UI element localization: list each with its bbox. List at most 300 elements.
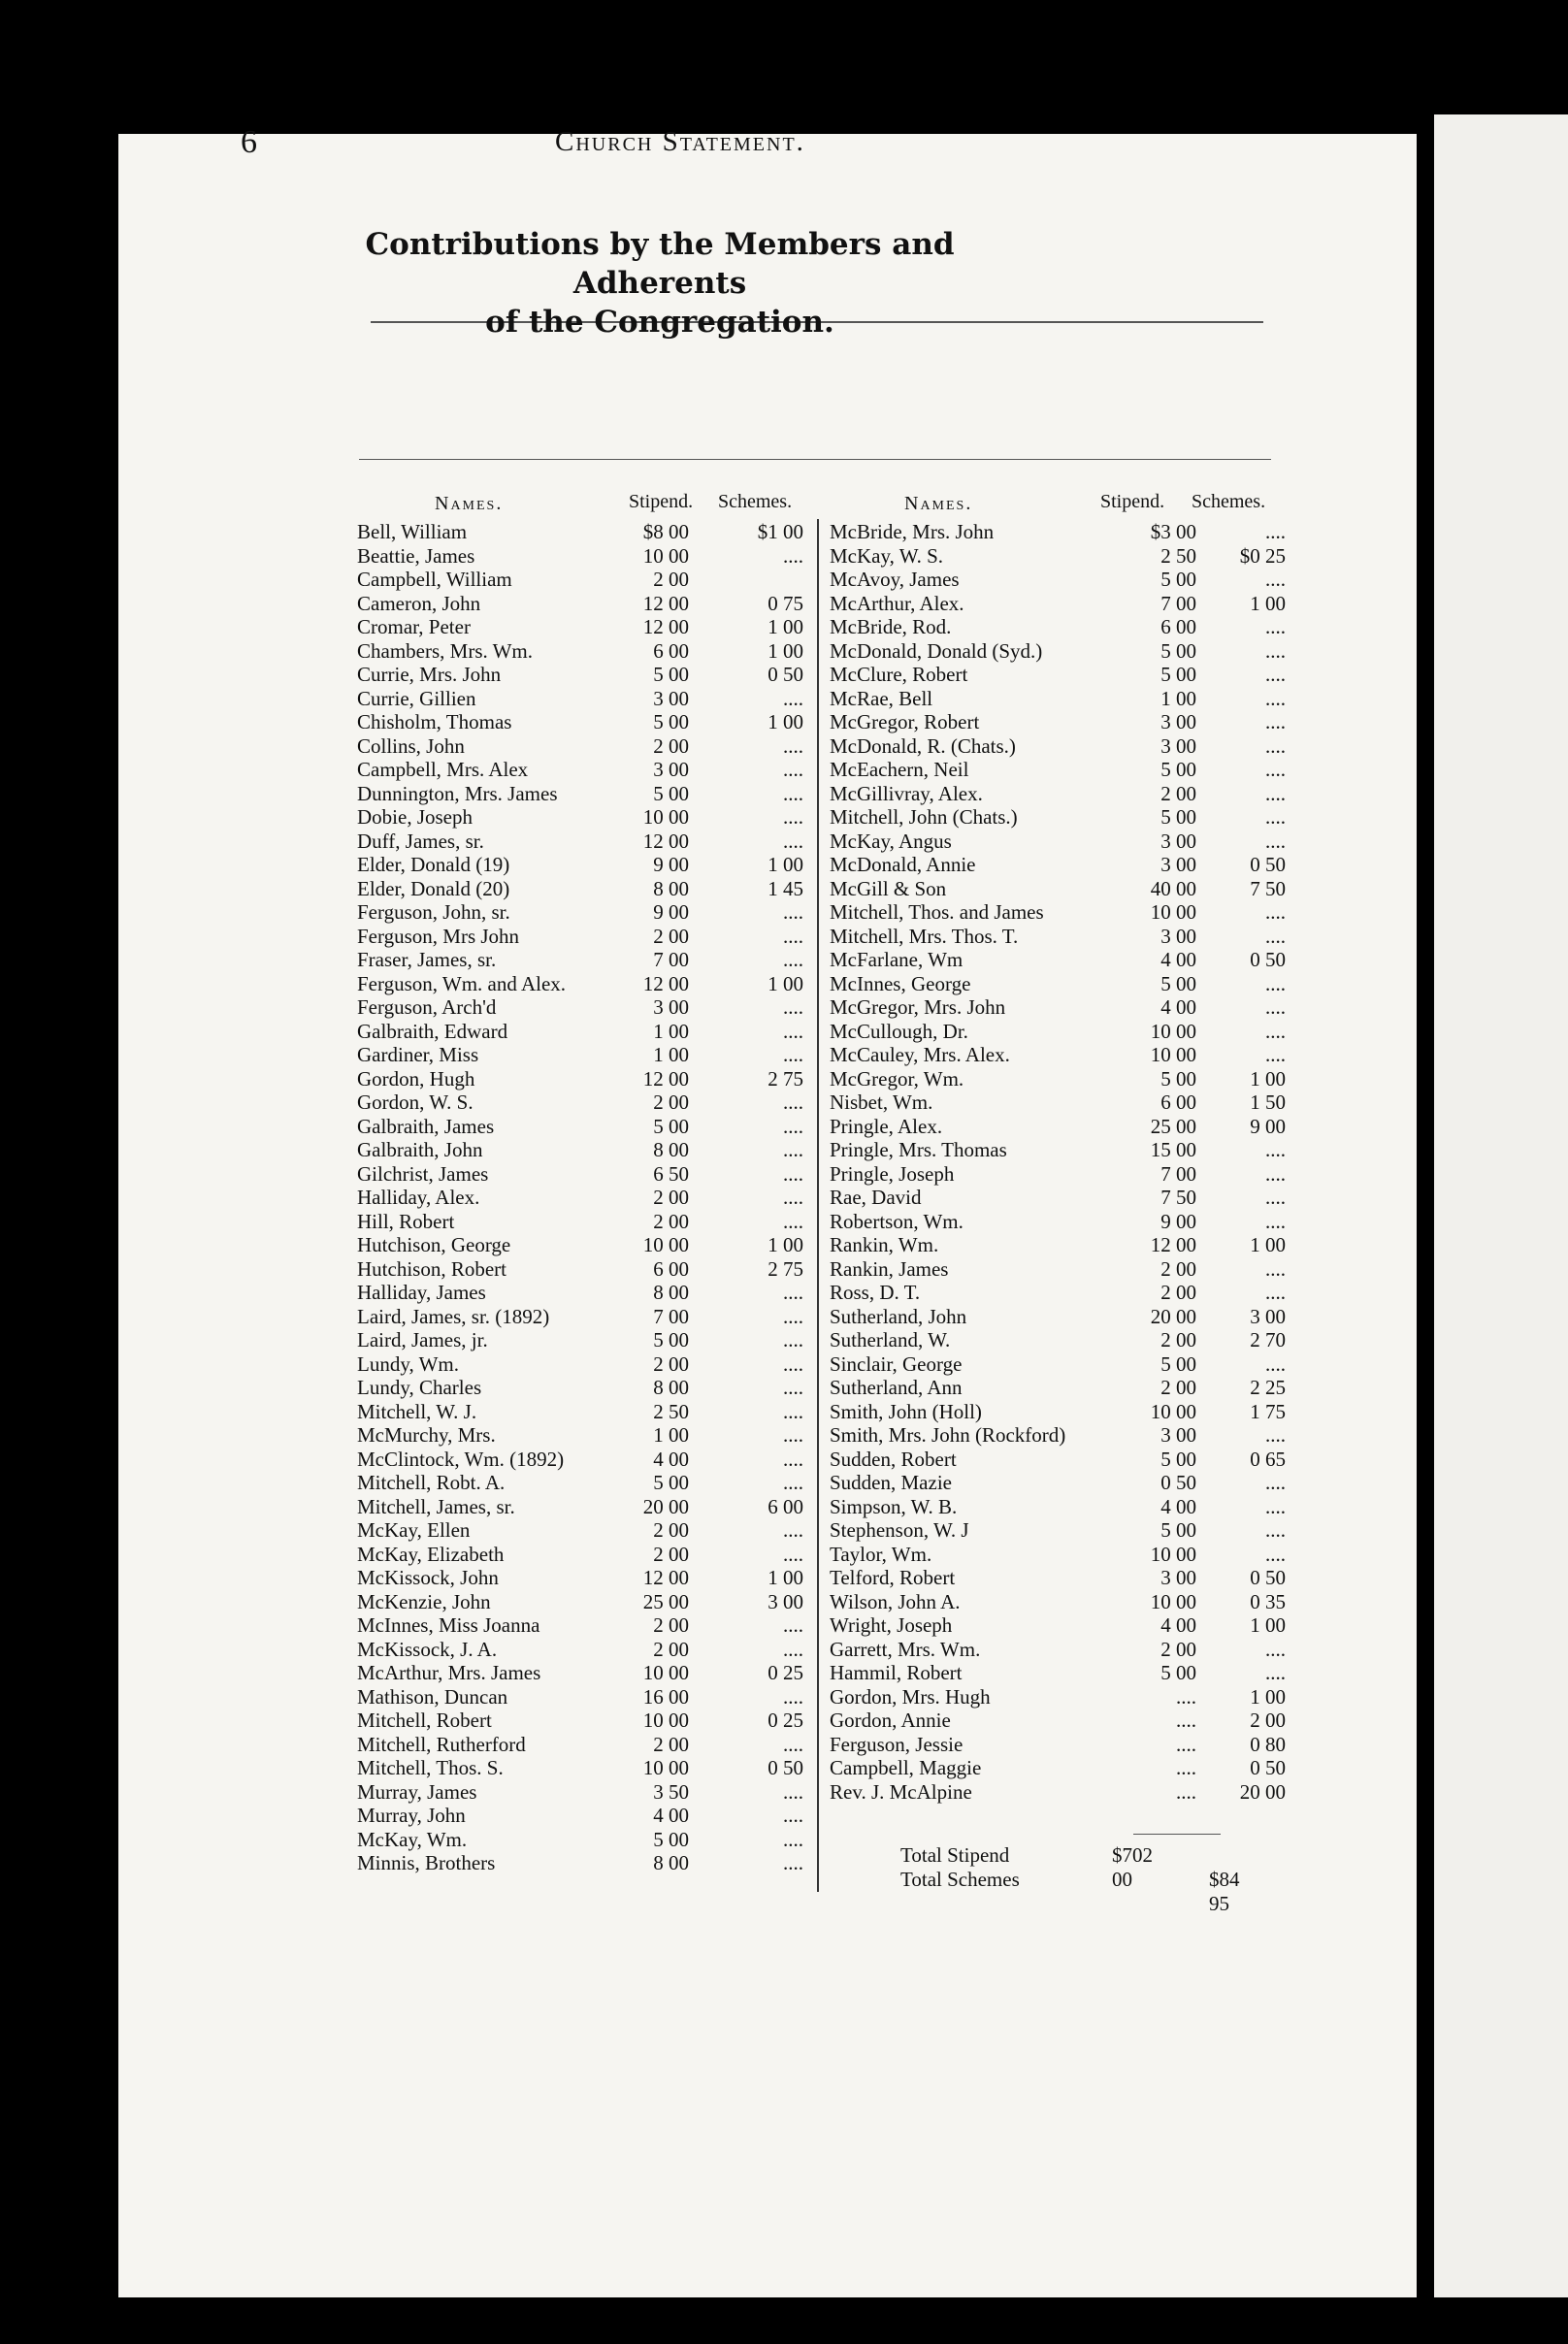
stipend-amount: 8 00 bbox=[653, 876, 689, 900]
contributor-name: Campbell, Mrs. Alex bbox=[357, 758, 529, 781]
stipend-amount: $8 00 bbox=[642, 520, 689, 543]
contribution-row bbox=[357, 1210, 803, 1234]
schemes-amount: .... bbox=[1265, 1043, 1286, 1066]
schemes-amount: .... bbox=[783, 1138, 803, 1161]
stipend-amount: 10 00 bbox=[1150, 1043, 1196, 1066]
schemes-amount: 9 00 bbox=[1250, 1114, 1286, 1138]
contribution-row bbox=[357, 1115, 803, 1139]
stipend-amount: 5 00 bbox=[1160, 663, 1196, 686]
running-title: Church Statement. bbox=[555, 126, 805, 157]
stipend-amount: 10 00 bbox=[642, 1709, 689, 1732]
contribution-row bbox=[357, 1543, 803, 1567]
schemes-amount: 1 00 bbox=[1250, 1233, 1286, 1256]
contributor-name: Mathison, Duncan bbox=[357, 1684, 508, 1709]
stipend-amount: 3 00 bbox=[1160, 710, 1196, 733]
contributor-name: McGillivray, Alex. bbox=[830, 781, 983, 805]
stipend-amount: 10 00 bbox=[1150, 1019, 1196, 1043]
stipend-amount: 5 00 bbox=[653, 663, 689, 686]
schemes-amount: 0 50 bbox=[768, 1756, 803, 1779]
contribution-row bbox=[830, 1471, 1286, 1495]
schemes-amount: 1 00 bbox=[768, 638, 803, 663]
schemes-amount: .... bbox=[783, 733, 803, 758]
stipend-amount: 3 00 bbox=[1160, 1423, 1196, 1447]
contributor-name: Ferguson, Jessie bbox=[830, 1732, 964, 1756]
schemes-amount: 0 50 bbox=[1250, 1756, 1286, 1779]
schemes-amount: 20 00 bbox=[1239, 1779, 1286, 1804]
contribution-row bbox=[357, 1566, 803, 1590]
contributor-name: Beattie, James bbox=[357, 543, 475, 568]
contribution-row bbox=[830, 1162, 1286, 1187]
contribution-row bbox=[357, 1376, 803, 1400]
stipend-amount: 16 00 bbox=[642, 1684, 689, 1709]
totals-block bbox=[900, 1843, 1240, 1915]
schemes-amount: 1 00 bbox=[768, 1566, 803, 1589]
schemes-amount: .... bbox=[1265, 686, 1286, 710]
contribution-row bbox=[830, 687, 1286, 711]
contribution-row bbox=[357, 734, 803, 759]
stipend-amount: 3 00 bbox=[1160, 924, 1196, 948]
stipend-amount: 12 00 bbox=[642, 1566, 689, 1589]
stipend-amount: 4 00 bbox=[1160, 1613, 1196, 1637]
contributor-name: McKissock, John bbox=[357, 1566, 499, 1589]
schemes-amount: .... bbox=[783, 1161, 803, 1186]
contributor-name: Elder, Donald (20) bbox=[357, 876, 510, 900]
contribution-row bbox=[357, 520, 803, 544]
contribution-row bbox=[830, 1257, 1286, 1282]
contributor-name: Telford, Robert bbox=[830, 1566, 956, 1589]
stipend-amount: 3 50 bbox=[653, 1779, 689, 1804]
schemes-amount: .... bbox=[1265, 829, 1286, 853]
schemes-amount: 1 00 bbox=[1250, 1066, 1286, 1091]
total-stipend-value: $702 00 bbox=[1112, 1843, 1153, 1891]
stipend-amount: 7 50 bbox=[1160, 1186, 1196, 1209]
stipend-amount: 2 00 bbox=[653, 733, 689, 758]
stipend-amount: .... bbox=[1176, 1756, 1196, 1779]
contributor-name: Pringle, Joseph bbox=[830, 1161, 955, 1186]
contributor-name: Nisbet, Wm. bbox=[830, 1091, 933, 1114]
contribution-row bbox=[830, 1400, 1286, 1424]
contribution-row bbox=[830, 639, 1286, 664]
schemes-amount: 1 00 bbox=[768, 710, 803, 733]
contributor-name: Mitchell, Robert bbox=[357, 1709, 492, 1732]
contribution-row bbox=[357, 1638, 803, 1662]
contributor-name: Lundy, Charles bbox=[357, 1376, 482, 1399]
stipend-amount: .... bbox=[1176, 1684, 1196, 1709]
stipend-amount: 1 00 bbox=[653, 1423, 689, 1447]
contributor-name: Pringle, Mrs. Thomas bbox=[830, 1138, 1007, 1161]
stipend-amount: 2 00 bbox=[653, 1351, 689, 1376]
contribution-row bbox=[830, 1091, 1286, 1115]
contributor-name: Chambers, Mrs. Wm. bbox=[357, 638, 534, 663]
schemes-amount: .... bbox=[783, 948, 803, 971]
schemes-amount: .... bbox=[1265, 1138, 1286, 1161]
contribution-row bbox=[830, 663, 1286, 687]
contribution-row bbox=[357, 1804, 803, 1828]
schemes-amount: 1 50 bbox=[1250, 1091, 1286, 1114]
contributor-name: McRae, Bell bbox=[830, 686, 933, 710]
contributor-name: Rev. J. McAlpine bbox=[830, 1779, 972, 1804]
stipend-amount: .... bbox=[1176, 1779, 1196, 1804]
stipend-amount: 2 00 bbox=[653, 924, 689, 948]
contributor-name: McCullough, Dr. bbox=[830, 1019, 968, 1043]
contribution-row bbox=[357, 1257, 803, 1282]
schemes-amount: 0 25 bbox=[768, 1709, 803, 1732]
schemes-amount: 0 50 bbox=[1250, 853, 1286, 876]
schemes-amount: .... bbox=[783, 1304, 803, 1328]
contribution-row bbox=[357, 615, 803, 639]
stipend-amount: 5 00 bbox=[1160, 758, 1196, 781]
contributor-name: McKay, Ellen bbox=[357, 1518, 471, 1542]
contribution-row bbox=[357, 877, 803, 901]
stipend-amount: 2 00 bbox=[653, 1637, 689, 1661]
contributor-name: McMurchy, Mrs. bbox=[357, 1423, 496, 1447]
contribution-row bbox=[830, 805, 1286, 830]
stipend-amount: 9 00 bbox=[653, 900, 689, 924]
contributor-name: Hammil, Robert bbox=[830, 1661, 963, 1684]
contribution-row bbox=[830, 1376, 1286, 1400]
contribution-row bbox=[830, 948, 1286, 972]
contributor-name: McInnes, George bbox=[830, 971, 971, 995]
schemes-amount: .... bbox=[1265, 1518, 1286, 1542]
contributor-name: McDonald, R. (Chats.) bbox=[830, 733, 1016, 758]
contribution-row bbox=[830, 1780, 1286, 1805]
contributor-name: McArthur, Alex. bbox=[830, 591, 964, 615]
stipend-amount: 4 00 bbox=[1160, 995, 1196, 1019]
schemes-amount: .... bbox=[1265, 1637, 1286, 1661]
stipend-amount: 2 00 bbox=[653, 1732, 689, 1756]
contributor-name: Sinclair, George bbox=[830, 1351, 963, 1376]
contributor-name: McKay, Wm. bbox=[357, 1827, 468, 1851]
contribution-row bbox=[357, 1780, 803, 1805]
stipend-amount: 9 00 bbox=[1160, 1209, 1196, 1233]
contribution-row bbox=[830, 1566, 1286, 1590]
stipend-amount: 3 00 bbox=[1160, 733, 1196, 758]
contribution-row bbox=[357, 1851, 803, 1875]
contribution-row bbox=[830, 1733, 1286, 1757]
contribution-row bbox=[830, 592, 1286, 616]
schemes-amount: .... bbox=[1265, 1161, 1286, 1186]
contribution-row bbox=[830, 1186, 1286, 1210]
contributor-name: Garrett, Mrs. Wm. bbox=[830, 1637, 981, 1661]
stipend-amount: 2 00 bbox=[653, 1186, 689, 1209]
stipend-amount: 20 00 bbox=[1150, 1304, 1196, 1328]
stipend-amount: 10 00 bbox=[642, 805, 689, 829]
schemes-amount: 0 25 bbox=[768, 1661, 803, 1684]
schemes-amount: .... bbox=[783, 1471, 803, 1494]
stipend-amount: 25 00 bbox=[642, 1589, 689, 1613]
schemes-amount: 0 35 bbox=[1250, 1589, 1286, 1613]
contribution-row bbox=[357, 1138, 803, 1162]
contribution-row bbox=[830, 1685, 1286, 1709]
stipend-amount: 10 00 bbox=[1150, 900, 1196, 924]
contribution-row bbox=[357, 1590, 803, 1614]
stipend-amount: 5 00 bbox=[1160, 805, 1196, 829]
stipend-amount: 7 00 bbox=[653, 948, 689, 971]
contribution-row bbox=[830, 925, 1286, 949]
right-schemes-header: Schemes. bbox=[1192, 491, 1266, 512]
schemes-amount: 1 00 bbox=[1250, 1684, 1286, 1709]
left-stipend-header: Stipend. bbox=[629, 491, 694, 512]
stipend-amount: 6 00 bbox=[653, 1256, 689, 1281]
stipend-amount: 5 00 bbox=[653, 1827, 689, 1851]
schemes-amount: .... bbox=[1265, 1186, 1286, 1209]
stipend-amount: 3 00 bbox=[1160, 853, 1196, 876]
schemes-amount: .... bbox=[783, 543, 803, 568]
schemes-amount: .... bbox=[783, 1423, 803, 1447]
stipend-amount: 5 00 bbox=[653, 781, 689, 805]
contributor-name: Duff, James, sr. bbox=[357, 829, 484, 853]
schemes-amount: .... bbox=[783, 1091, 803, 1114]
stipend-amount: 10 00 bbox=[642, 1233, 689, 1256]
schemes-amount: 1 00 bbox=[1250, 591, 1286, 615]
contributor-name: Currie, Gillien bbox=[357, 686, 476, 710]
stipend-amount: 1 00 bbox=[653, 1019, 689, 1043]
schemes-amount: .... bbox=[1265, 758, 1286, 781]
contribution-row bbox=[830, 1233, 1286, 1257]
contributor-name: Rankin, Wm. bbox=[830, 1233, 939, 1256]
contribution-row bbox=[357, 972, 803, 996]
contributor-name: McArthur, Mrs. James bbox=[357, 1661, 541, 1684]
stipend-amount: 3 00 bbox=[1160, 1566, 1196, 1589]
contributor-name: McGregor, Mrs. John bbox=[830, 995, 1006, 1019]
right-contributions-list bbox=[830, 520, 1286, 1804]
stipend-amount: 2 00 bbox=[653, 1613, 689, 1637]
contribution-row bbox=[357, 1495, 803, 1519]
contributor-name: Mitchell, Robt. A. bbox=[357, 1471, 506, 1494]
page-title bbox=[291, 225, 1029, 342]
adjacent-page-edge bbox=[1434, 114, 1568, 2297]
schemes-amount: 1 00 bbox=[768, 853, 803, 876]
schemes-amount: 1 00 bbox=[768, 971, 803, 995]
contribution-row bbox=[830, 1661, 1286, 1685]
schemes-amount: 2 00 bbox=[1250, 1709, 1286, 1732]
contributor-name: Fraser, James, sr. bbox=[357, 948, 497, 971]
contribution-row bbox=[357, 1067, 803, 1091]
stipend-amount: .... bbox=[1176, 1732, 1196, 1756]
left-schemes-header: Schemes. bbox=[718, 491, 793, 512]
contributor-name: Mitchell, James, sr. bbox=[357, 1494, 515, 1518]
contribution-row bbox=[357, 1733, 803, 1757]
schemes-amount: .... bbox=[1265, 1256, 1286, 1281]
contributor-name: Dobie, Joseph bbox=[357, 805, 473, 829]
contributor-name: McKay, Elizabeth bbox=[357, 1542, 505, 1566]
schemes-amount: .... bbox=[1265, 710, 1286, 733]
schemes-amount: .... bbox=[1265, 568, 1286, 591]
schemes-amount: $0 25 bbox=[1239, 543, 1286, 568]
contribution-row bbox=[357, 592, 803, 616]
contribution-row bbox=[830, 1448, 1286, 1472]
contribution-row bbox=[830, 1020, 1286, 1044]
stipend-amount: 2 00 bbox=[653, 1091, 689, 1114]
stipend-amount: 2 00 bbox=[653, 1542, 689, 1566]
stipend-amount: 5 00 bbox=[1160, 638, 1196, 663]
schemes-amount: .... bbox=[783, 924, 803, 948]
total-schemes-value: $84 95 bbox=[1209, 1868, 1240, 1915]
contribution-row bbox=[830, 1352, 1286, 1377]
stipend-amount: 20 00 bbox=[642, 1494, 689, 1518]
contributor-name: Wilson, John A. bbox=[830, 1589, 961, 1613]
contribution-row bbox=[357, 1709, 803, 1733]
contribution-row bbox=[357, 710, 803, 734]
schemes-amount: .... bbox=[1265, 1494, 1286, 1518]
schemes-amount: .... bbox=[1265, 1471, 1286, 1494]
stipend-amount: 12 00 bbox=[642, 1066, 689, 1091]
contributor-name: Smith, John (Holl) bbox=[830, 1399, 982, 1423]
contribution-row bbox=[357, 1423, 803, 1448]
right-names-header: Names. bbox=[904, 493, 973, 514]
schemes-amount: .... bbox=[783, 1019, 803, 1043]
contributor-name: McClintock, Wm. (1892) bbox=[357, 1447, 565, 1471]
contributor-name: Ferguson, John, sr. bbox=[357, 900, 510, 924]
stipend-amount: 15 00 bbox=[1150, 1138, 1196, 1161]
contribution-row bbox=[357, 1400, 803, 1424]
schemes-amount: .... bbox=[1265, 900, 1286, 924]
schemes-amount: 0 80 bbox=[1250, 1732, 1286, 1756]
stipend-amount: 10 00 bbox=[642, 543, 689, 568]
left-names-header: Names. bbox=[435, 493, 504, 514]
contributor-name: Hill, Robert bbox=[357, 1209, 455, 1233]
stipend-amount: 3 00 bbox=[653, 995, 689, 1019]
contribution-row bbox=[357, 1020, 803, 1044]
schemes-amount: 2 25 bbox=[1250, 1376, 1286, 1399]
contribution-row bbox=[830, 900, 1286, 925]
stipend-amount: 10 00 bbox=[1150, 1589, 1196, 1613]
contribution-row bbox=[830, 995, 1286, 1020]
schemes-amount: 2 75 bbox=[768, 1066, 803, 1091]
contributor-name: Gordon, Annie bbox=[830, 1709, 951, 1732]
contribution-row bbox=[357, 758, 803, 782]
contributor-name: Taylor, Wm. bbox=[830, 1542, 932, 1566]
contribution-row bbox=[357, 925, 803, 949]
contributor-name: Laird, James, sr. (1892) bbox=[357, 1304, 550, 1328]
stipend-amount: 10 00 bbox=[1150, 1399, 1196, 1423]
schemes-amount: .... bbox=[1265, 1281, 1286, 1304]
contributor-name: McDonald, Annie bbox=[830, 853, 976, 876]
contribution-row bbox=[357, 1281, 803, 1305]
schemes-amount: .... bbox=[1265, 924, 1286, 948]
schemes-amount: .... bbox=[783, 1779, 803, 1804]
stipend-amount: 9 00 bbox=[653, 853, 689, 876]
contributor-name: Ferguson, Arch'd bbox=[357, 995, 497, 1019]
stipend-amount: 1 00 bbox=[653, 1043, 689, 1066]
stipend-amount: 4 00 bbox=[653, 1447, 689, 1471]
stipend-amount: 25 00 bbox=[1150, 1114, 1196, 1138]
stipend-amount: 3 00 bbox=[653, 758, 689, 781]
schemes-amount: .... bbox=[1265, 638, 1286, 663]
contributor-name: Mitchell, Mrs. Thos. T. bbox=[830, 924, 1019, 948]
schemes-amount: .... bbox=[783, 995, 803, 1019]
contribution-row bbox=[830, 1115, 1286, 1139]
contributor-name: Campbell, William bbox=[357, 568, 512, 591]
schemes-amount: $1 00 bbox=[757, 520, 803, 543]
schemes-amount: .... bbox=[783, 1043, 803, 1066]
contributor-name: Murray, James bbox=[357, 1779, 477, 1804]
contributor-name: Sutherland, W. bbox=[830, 1328, 951, 1351]
schemes-amount: .... bbox=[1265, 781, 1286, 805]
schemes-amount: .... bbox=[783, 1827, 803, 1851]
stipend-amount: 10 00 bbox=[642, 1756, 689, 1779]
stipend-amount: 7 00 bbox=[1160, 1161, 1196, 1186]
stipend-amount: 8 00 bbox=[653, 1376, 689, 1399]
schemes-amount: 6 00 bbox=[768, 1494, 803, 1518]
contribution-row bbox=[830, 1756, 1286, 1780]
contributor-name: McBride, Mrs. John bbox=[830, 520, 995, 543]
contribution-row bbox=[357, 1613, 803, 1638]
stipend-amount: 10 00 bbox=[1150, 1542, 1196, 1566]
contributor-name: Ross, D. T. bbox=[830, 1281, 921, 1304]
stipend-amount: 2 00 bbox=[653, 1209, 689, 1233]
stipend-amount: 5 00 bbox=[1160, 1518, 1196, 1542]
stipend-amount: 5 00 bbox=[653, 1114, 689, 1138]
total-stipend-label: Total Stipend bbox=[900, 1843, 1010, 1867]
contribution-row bbox=[830, 1590, 1286, 1614]
schemes-amount: .... bbox=[1265, 1542, 1286, 1566]
contributor-name: Hutchison, George bbox=[357, 1233, 511, 1256]
contribution-row bbox=[830, 877, 1286, 901]
schemes-amount: 0 65 bbox=[1250, 1447, 1286, 1471]
schemes-amount: .... bbox=[783, 1376, 803, 1399]
contributor-name: Ferguson, Wm. and Alex. bbox=[357, 971, 567, 995]
contributor-name: McFarlane, Wm bbox=[830, 948, 964, 971]
stipend-amount: 10 00 bbox=[642, 1661, 689, 1684]
schemes-amount: .... bbox=[783, 1328, 803, 1351]
schemes-amount: 0 75 bbox=[768, 591, 803, 615]
schemes-amount: .... bbox=[1265, 1019, 1286, 1043]
schemes-amount: .... bbox=[783, 900, 803, 924]
schemes-amount: 2 75 bbox=[768, 1256, 803, 1281]
schemes-amount: .... bbox=[1265, 663, 1286, 686]
contribution-row bbox=[357, 1448, 803, 1472]
contribution-row bbox=[357, 995, 803, 1020]
contribution-row bbox=[357, 1518, 803, 1543]
schemes-amount: .... bbox=[783, 805, 803, 829]
contribution-row bbox=[830, 615, 1286, 639]
contribution-row bbox=[357, 948, 803, 972]
stipend-amount: 7 00 bbox=[1160, 591, 1196, 615]
contributor-name: McKay, W. S. bbox=[830, 543, 944, 568]
contribution-row bbox=[830, 972, 1286, 996]
stipend-amount: 5 00 bbox=[1160, 971, 1196, 995]
contributor-name: Gordon, Mrs. Hugh bbox=[830, 1684, 991, 1709]
contribution-row bbox=[830, 782, 1286, 806]
contributor-name: Laird, James, jr. bbox=[357, 1328, 488, 1351]
stipend-amount: 2 00 bbox=[1160, 1281, 1196, 1304]
contribution-row bbox=[357, 663, 803, 687]
title-line-1: Contributions by the Members and Adherents bbox=[365, 227, 955, 301]
stipend-amount: 6 50 bbox=[653, 1161, 689, 1186]
contribution-row bbox=[830, 1543, 1286, 1567]
contributor-name: McGregor, Robert bbox=[830, 710, 980, 733]
contributor-name: Gardiner, Miss bbox=[357, 1043, 479, 1066]
schemes-amount: .... bbox=[783, 1518, 803, 1542]
contributor-name: Mitchell, W. J. bbox=[357, 1399, 477, 1423]
contribution-row bbox=[830, 1423, 1286, 1448]
stipend-total-rule bbox=[1133, 1834, 1221, 1835]
contributor-name: Bell, William bbox=[357, 520, 468, 543]
contributor-name: McEachern, Neil bbox=[830, 758, 969, 781]
contributor-name: Mitchell, Rutherford bbox=[357, 1732, 526, 1756]
schemes-amount: .... bbox=[783, 1804, 803, 1827]
contributor-name: Rae, David bbox=[830, 1186, 922, 1209]
contribution-row bbox=[357, 1186, 803, 1210]
contribution-row bbox=[830, 758, 1286, 782]
contributor-name: Sudden, Robert bbox=[830, 1447, 957, 1471]
contribution-row bbox=[357, 1756, 803, 1780]
stipend-amount: 5 00 bbox=[1160, 1066, 1196, 1091]
contribution-row bbox=[357, 639, 803, 664]
contribution-row bbox=[830, 1067, 1286, 1091]
contributor-name: Wright, Joseph bbox=[830, 1613, 953, 1637]
